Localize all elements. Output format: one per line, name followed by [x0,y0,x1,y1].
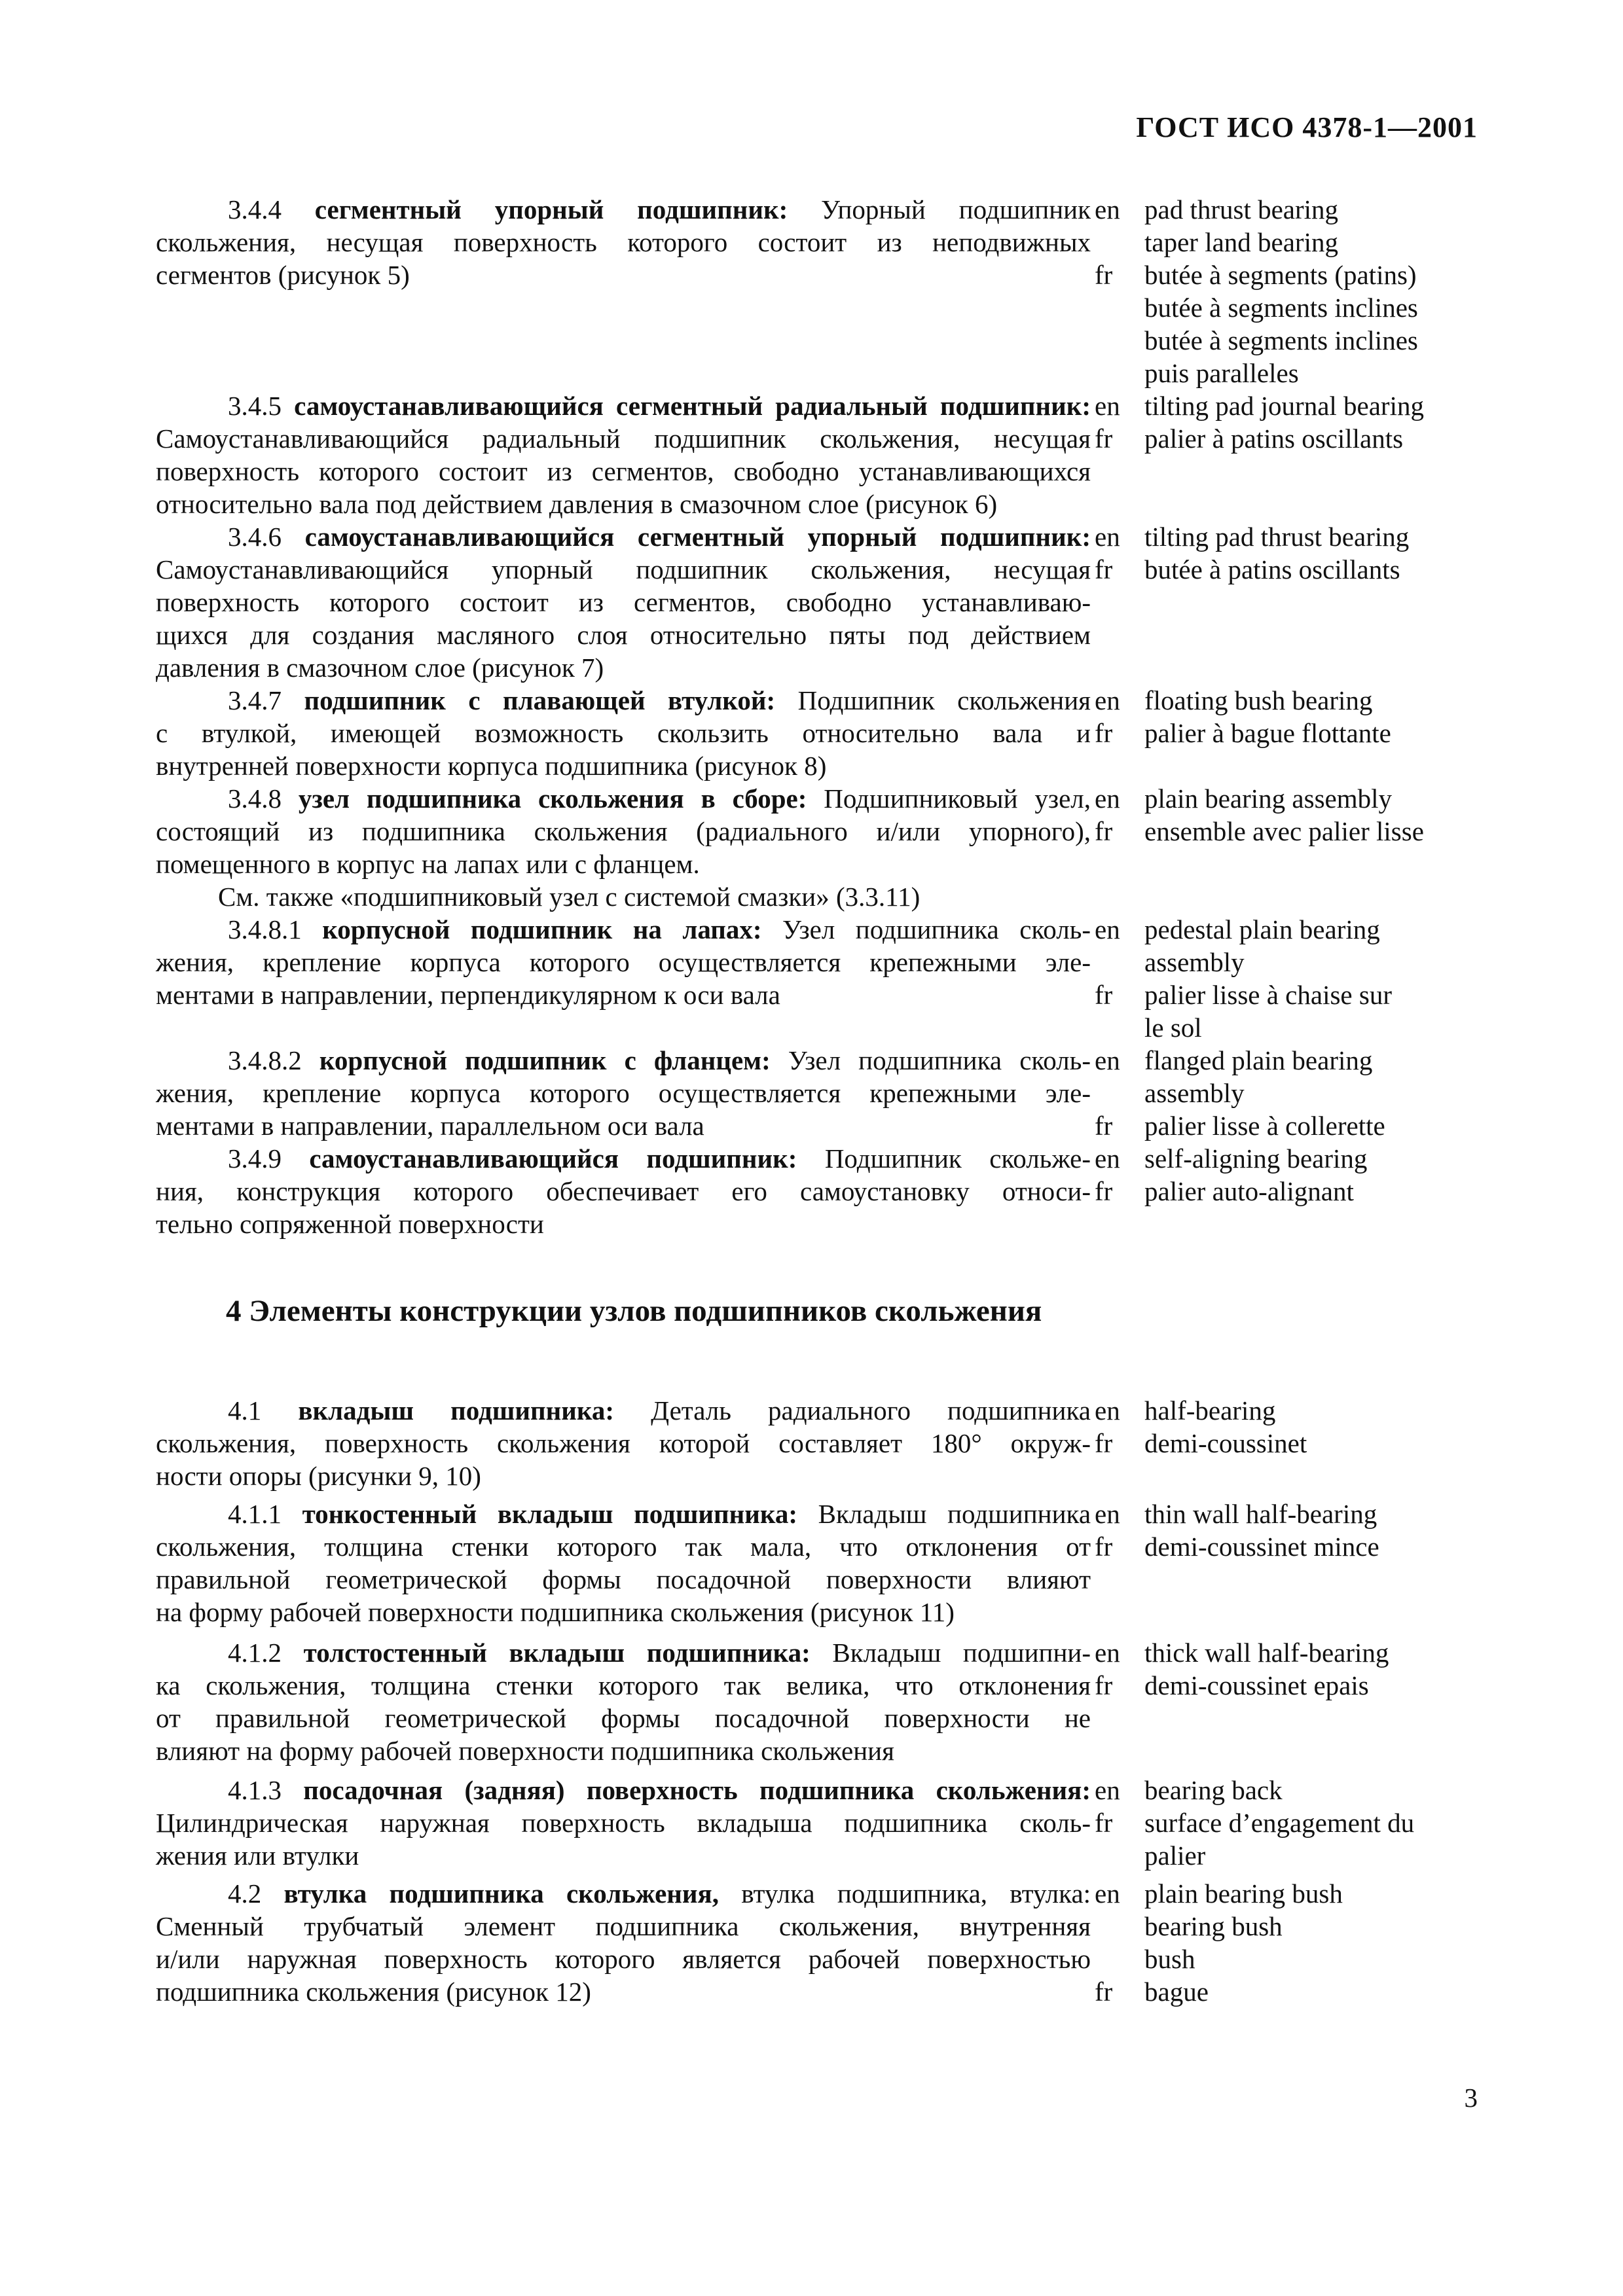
translation: ensemble avec palier lisse [1144,816,1424,846]
lang-code: fr [1095,554,1113,584]
definition-line: Упорный подшипник [821,194,1091,224]
definition-line: тельно сопряженной поверхности [156,1209,544,1239]
entry-number: 3.4.9 [228,1143,282,1174]
term: толстостенный вкладыш подшипника: [303,1638,811,1668]
definition-line: Подшипник скольже- [824,1143,1091,1174]
lang-code: en [1095,783,1120,814]
lang-code: en [1095,194,1120,224]
translation: floating bush bearing [1144,685,1373,715]
lang-code [1091,226,1144,259]
translation: le sol [1144,1013,1202,1043]
translation: palier à bague flottante [1144,718,1391,748]
definition-line: сегментов (рисунок 5) [156,260,410,290]
document-header: ГОСТ ИСО 4378-1—2001 [1136,111,1478,143]
lang-code [1091,946,1144,978]
definition-line: Подшипниковый узел, [824,783,1091,814]
translation: half-bearing [1144,1395,1276,1426]
lang-code: en [1095,1638,1120,1668]
term: самоустанавливающийся сегментный упорный подшипник: [304,522,1091,552]
term-entry-3-4-9 [156,1142,1465,1240]
definition-line: состоящий из подшипника скольжения (радиального и/или упорного), [156,816,1091,846]
lang-code [1091,324,1144,357]
translation: flanged plain bearing [1144,1045,1373,1075]
term-entry-4-1-1 [156,1498,1465,1628]
section-heading: 4 Элементы конструкции узлов подшипников скольжения [226,1294,1042,1328]
lang-code: fr [1095,1977,1113,2007]
term: втулка подшипника скольжения, [283,1878,719,1909]
term: самоустанавливающийся сегментный радиальный подшипник: [294,391,1091,421]
translation: assembly [1144,947,1245,977]
lang-code: fr [1095,816,1113,846]
translation: palier [1144,1840,1206,1871]
definition-line: Узел подшипника сколь- [782,914,1091,944]
definition-line: с втулкой, имеющей возможность скользить относительно вала и [156,718,1091,748]
term-entry-3-4-5 [156,389,1465,520]
term: посадочная (задняя) поверхность подшипника скольжения: [303,1775,1091,1805]
entry-number: 3.4.8.1 [228,914,302,944]
term-entry-3-4-7 [156,684,1465,782]
lang-code [1091,1839,1144,1872]
entry-number: 4.1.3 [228,1775,282,1805]
translation: butée à segments inclines [1144,293,1418,323]
lang-code: fr [1095,1111,1113,1141]
term-entry-4-1-3 [156,1774,1465,1872]
definition-line: жения или втулки [156,1840,359,1871]
lang-code: en [1095,1499,1120,1529]
definition-line: втулка подшипника, втулка: [741,1878,1091,1909]
term-entry-3-4-8-2 [156,1044,1465,1142]
lang-code: en [1095,1143,1120,1174]
lang-code: fr [1095,1176,1113,1206]
lang-code: en [1095,1878,1120,1909]
definition-line: Узел подшипника сколь- [788,1045,1091,1075]
lang-code: en [1095,914,1120,944]
lang-code: fr [1095,718,1113,748]
definition-line: и/или наружная поверхность которого является рабочей поверхностью [156,1944,1091,1974]
entry-number: 4.1.1 [228,1499,282,1529]
translation: palier lisse à collerette [1144,1111,1385,1141]
term: вкладыш подшипника: [298,1395,615,1426]
translation: pedestal plain bearing [1144,914,1380,944]
term-entry-3-4-8-1 [156,913,1465,1044]
definition-line: жения, крепление корпуса которого осуществляется крепежными эле- [156,947,1091,977]
definition-line: влияют на форму рабочей поверхности подшипника скольжения [156,1736,894,1766]
translation: plain bearing assembly [1144,783,1393,814]
translation: plain bearing bush [1144,1878,1343,1909]
term: корпусной подшипник на лапах: [322,914,762,944]
definition-line: относительно вала под действием давления в смазочном слое (рисунок 6) [156,489,998,519]
entry-number: 3.4.8 [228,783,282,814]
page-number: 3 [1464,2083,1478,2113]
translation: bearing back [1144,1775,1283,1805]
definition-line: поверхность которого состоит из сегментов, свободно устанавливаю- [156,587,1091,617]
definition-line: скольжения, несущая поверхность которого состоит из неподвижных [156,227,1091,257]
translation: palier lisse à chaise sur [1144,980,1392,1010]
definition-line: скольжения, поверхность скольжения которой составляет 180° окруж- [156,1428,1091,1458]
translation: pad thrust bearing [1144,194,1339,224]
entry-number: 3.4.8.2 [228,1045,302,1075]
term: тонкостенный вкладыш подшипника: [302,1499,798,1529]
lang-code: fr [1095,423,1113,454]
translation: bush [1144,1944,1195,1974]
lang-code [1091,1011,1144,1044]
translation: butée à patins oscillants [1144,554,1400,584]
lang-code [1091,1077,1144,1109]
lang-code: fr [1095,980,1113,1010]
translation: tilting pad journal bearing [1144,391,1424,421]
definition-line: правильной геометрической формы посадочной поверхности влияют [156,1564,1091,1594]
entry-number: 3.4.4 [228,194,282,224]
translation: butée à segments inclines [1144,325,1418,355]
entry-number: 3.4.5 [228,391,282,421]
translation: bague [1144,1977,1209,2007]
definition-line: жения, крепление корпуса которого осуществляется крепежными эле- [156,1078,1091,1108]
translation: demi-coussinet [1144,1428,1307,1458]
entry-number: 3.4.6 [228,522,282,552]
translation: taper land bearing [1144,227,1338,257]
lang-code: fr [1095,1428,1113,1458]
lang-code [1091,291,1144,324]
lang-code [1091,1910,1144,1943]
definition-line: Вкладыш подшипни- [832,1638,1091,1668]
see-also-note [156,880,1465,913]
definition-line: от правильной геометрической формы посадочной поверхности не [156,1703,1091,1733]
definition-line: давления в смазочном слое (рисунок 7) [156,653,604,683]
translation: palier auto-alignant [1144,1176,1354,1206]
definition-line: ментами в направлении, перпендикулярном к оси вала [156,980,780,1010]
lang-code: fr [1095,1808,1113,1838]
lang-code: en [1095,391,1120,421]
lang-code: en [1095,522,1120,552]
translation: tilting pad thrust bearing [1144,522,1410,552]
definition-line: на форму рабочей поверхности подшипника скольжения (рисунок 11) [156,1597,955,1627]
lang-code [1091,1943,1144,1975]
lang-code: en [1095,1775,1120,1805]
term: сегментный упорный подшипник: [314,194,788,224]
translation: demi-coussinet epais [1144,1670,1369,1700]
definition-line: помещенного в корпус на лапах или с фланцем. [156,849,700,879]
lang-code: en [1095,685,1120,715]
translation: demi-coussinet mince [1144,1532,1379,1562]
definition-line: См. также «подшипниковый узел с системой смазки» (3.3.11) [218,882,921,912]
translation: puis paralleles [1144,358,1299,388]
definition-line: ка скольжения, толщина стенки которого так велика, что отклонения [156,1670,1091,1700]
entry-number: 3.4.7 [228,685,282,715]
lang-code: fr [1095,260,1113,290]
translation: butée à segments (patins) [1144,260,1417,290]
definition-line: скольжения, толщина стенки которого так мала, что отклонения от [156,1532,1091,1562]
definition-line: ности опоры (рисунки 9, 10) [156,1461,481,1491]
translation: bearing bush [1144,1911,1283,1941]
term-entry-3-4-4 [156,193,1465,389]
definition-line: Подшипник скольжения [797,685,1091,715]
term: корпусной подшипник с фланцем: [319,1045,771,1075]
definition-line: Вкладыш подшипника [818,1499,1091,1529]
definition-line: Самоустанавливающийся радиальный подшипник скольжения, несущая [156,423,1091,454]
term: подшипник с плавающей втулкой: [304,685,776,715]
term-entry-4-1 [156,1394,1465,1492]
lang-code: en [1095,1395,1120,1426]
definition-line: ния, конструкция которого обеспечивает его самоустановку относи- [156,1176,1091,1206]
definition-line: подшипника скольжения (рисунок 12) [156,1977,591,2007]
term-entry-3-4-8 [156,782,1465,880]
definition-line: Деталь радиального подшипника [651,1395,1091,1426]
translation: palier à patins oscillants [1144,423,1404,454]
term: узел подшипника скольжения в сборе: [298,783,807,814]
translation: surface d’engagement du [1144,1808,1415,1838]
translation: thin wall half-bearing [1144,1499,1377,1529]
entry-number: 4.1.2 [228,1638,282,1668]
translation: assembly [1144,1078,1245,1108]
term-entry-4-2 [156,1877,1465,2008]
definition-line: ментами в направлении, параллельном оси вала [156,1111,704,1141]
definition-line: поверхность которого состоит из сегментов, свободно устанавливающихся [156,456,1091,486]
term-entry-4-1-2 [156,1636,1465,1767]
lang-code [1091,357,1144,389]
definition-line: Цилиндрическая наружная поверхность вкладыша подшипника сколь- [156,1808,1091,1838]
definition-line: Сменный трубчатый элемент подшипника скольжения, внутренняя [156,1911,1091,1941]
entry-number: 4.2 [228,1878,262,1909]
term-entry-3-4-6 [156,520,1465,684]
definition-line: щихся для создания масляного слоя относительно пяты под действием [156,620,1091,650]
term: самоустанавливающийся подшипник: [309,1143,797,1174]
lang-code: en [1095,1045,1120,1075]
entry-number: 4.1 [228,1395,262,1426]
lang-code: fr [1095,1532,1113,1562]
lang-code: fr [1095,1670,1113,1700]
definition-line: внутренней поверхности корпуса подшипника (рисунок 8) [156,751,827,781]
definition-line: Самоустанавливающийся упорный подшипник скольжения, несущая [156,554,1091,584]
translation: self-aligning bearing [1144,1143,1368,1174]
translation: thick wall half-bearing [1144,1638,1389,1668]
